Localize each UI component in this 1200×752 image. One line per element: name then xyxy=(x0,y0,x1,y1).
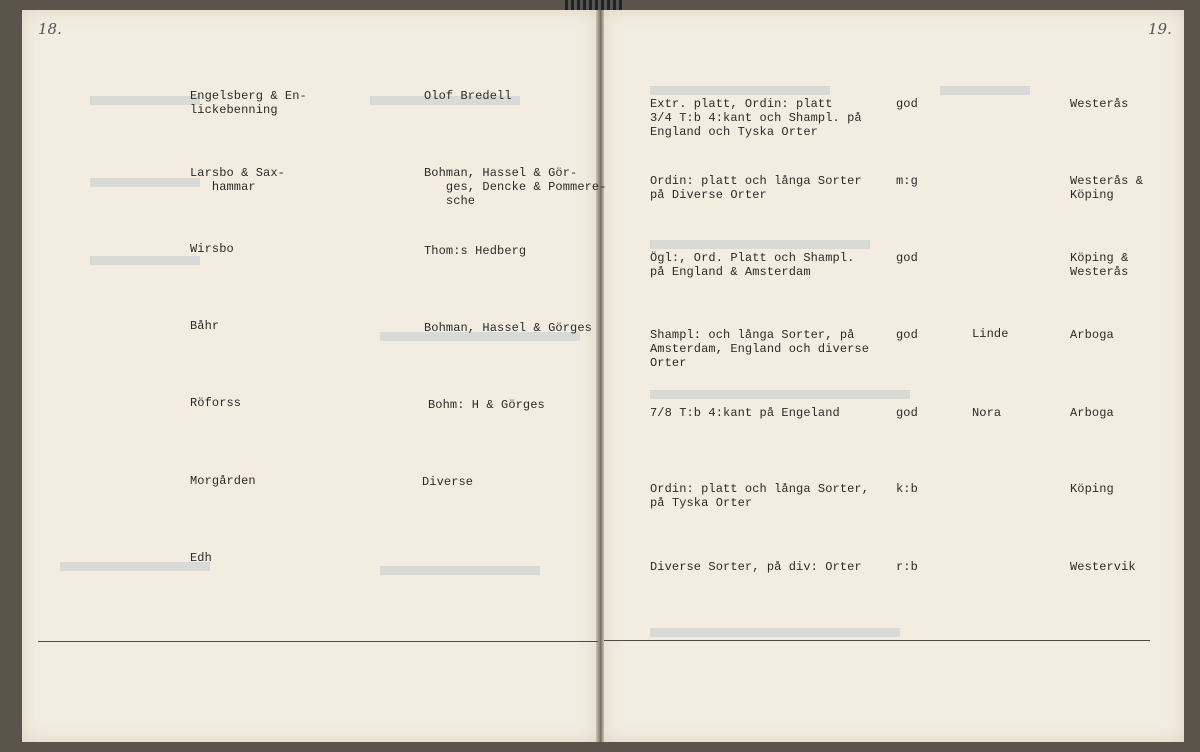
product-description: Diverse Sorter, på div: Orter xyxy=(650,560,862,574)
bleed-through-mark xyxy=(60,562,210,581)
ore-source: Linde xyxy=(972,327,1009,341)
owner-name: Bohm: H & Görges xyxy=(428,398,545,412)
product-description: Ordin: platt och långa Sorter på Diverse Orter xyxy=(650,174,862,202)
works-name: Larsbo & Sax- hammar xyxy=(190,166,285,194)
table-bottom-rule xyxy=(38,641,598,642)
quality-grade: god xyxy=(896,97,918,111)
works-name: Wirsbo xyxy=(190,242,234,256)
bleed-through-mark xyxy=(380,566,540,585)
bleed-through-mark xyxy=(90,256,200,275)
quality-grade: k:b xyxy=(896,482,918,496)
shipping-port: Arboga xyxy=(1070,406,1114,420)
works-name: Engelsberg & En- lickebenning xyxy=(190,89,307,117)
quality-grade: god xyxy=(896,328,918,342)
owner-name: Bohman, Hassel & Gör- ges, Dencke & Pommere- sche xyxy=(424,166,607,208)
works-name: Edh xyxy=(190,551,212,565)
owner-name: Bohman, Hassel & Görges xyxy=(424,321,592,335)
product-description: Ögl:, Ord. Platt och Shampl. på England & Amsterdam xyxy=(650,251,855,279)
shipping-port: Westervik xyxy=(1070,560,1136,574)
owner-name: Diverse xyxy=(422,475,474,489)
page-number-right: 19. xyxy=(1148,20,1172,38)
quality-grade: god xyxy=(896,406,918,420)
bleed-through-mark xyxy=(90,96,200,115)
page-number-left: 18. xyxy=(38,20,62,38)
bleed-through-mark xyxy=(90,178,200,197)
owner-name: Thom:s Hedberg xyxy=(424,244,527,258)
table-bottom-rule xyxy=(604,640,1150,641)
works-name: Morgården xyxy=(190,474,256,488)
product-description: Extr. platt, Ordin: platt 3/4 T:b 4:kant och Shampl. på England och Tyska Orter xyxy=(650,97,862,139)
shipping-port: Arboga xyxy=(1070,328,1114,342)
product-description: 7/8 T:b 4:kant på Engeland xyxy=(650,406,840,420)
quality-grade: m:g xyxy=(896,174,918,188)
shipping-port: Westerås xyxy=(1070,97,1129,111)
product-description: Ordin: platt och långa Sorter, på Tyska Orter xyxy=(650,482,870,510)
bleed-through-mark xyxy=(650,628,900,647)
product-description: Shampl: och långa Sorter, på Amsterdam, England och diverse Orter xyxy=(650,328,870,370)
left-page xyxy=(22,10,596,742)
works-name: Båhr xyxy=(190,319,220,333)
shipping-port: Köping xyxy=(1070,482,1114,496)
shipping-port: Köping & Westerås xyxy=(1070,251,1129,279)
shipping-port: Westerås & Köping xyxy=(1070,174,1144,202)
works-name: Röforss xyxy=(190,396,242,410)
quality-grade: god xyxy=(896,251,918,265)
bleed-through-mark xyxy=(940,86,1030,105)
ore-source: Nora xyxy=(972,406,1002,420)
quality-grade: r:b xyxy=(896,560,918,574)
owner-name: Olof Bredell xyxy=(424,89,512,103)
book-gutter xyxy=(596,10,604,742)
